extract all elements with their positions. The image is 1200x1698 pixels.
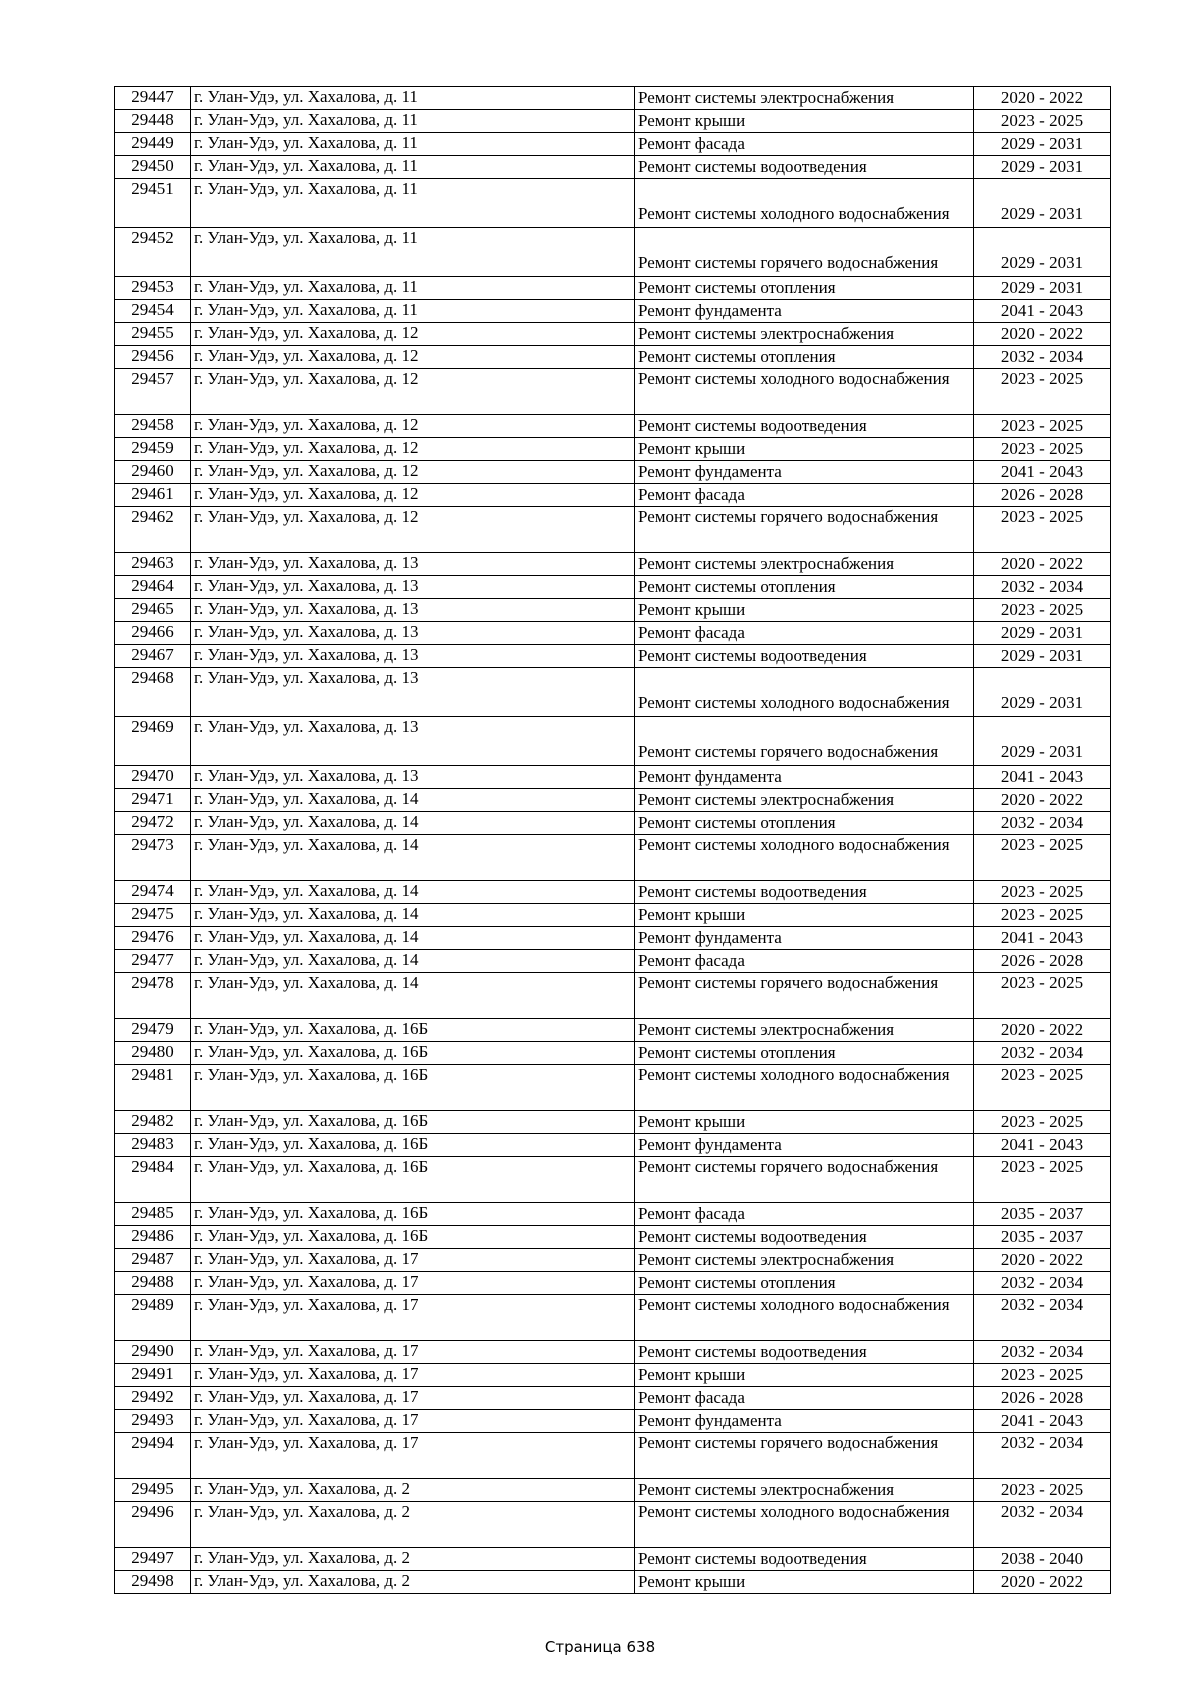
row-id-cell: 29493: [115, 1410, 191, 1433]
work-type-cell: Ремонт фасада: [635, 133, 974, 156]
table-row: [115, 1019, 1111, 1042]
address-cell: г. Улан-Удэ, ул. Хахалова, д. 12: [191, 323, 635, 346]
table-row: [115, 87, 1111, 110]
address-cell: г. Улан-Удэ, ул. Хахалова, д. 17: [191, 1387, 635, 1410]
work-type-cell: Ремонт фасада: [635, 1387, 974, 1410]
row-id-cell: 29485: [115, 1203, 191, 1226]
table-row: [115, 599, 1111, 622]
work-type-cell: Ремонт системы отопления: [635, 277, 974, 300]
period-cell: 2023 - 2025: [974, 415, 1111, 438]
work-type-cell: Ремонт системы горячего водоснабжения: [635, 973, 974, 1019]
period-cell: 2020 - 2022: [974, 789, 1111, 812]
address-cell: г. Улан-Удэ, ул. Хахалова, д. 11: [191, 228, 635, 277]
period-cell: 2032 - 2034: [974, 346, 1111, 369]
table-row: [115, 1065, 1111, 1111]
period-cell: 2029 - 2031: [974, 133, 1111, 156]
table-row: [115, 1042, 1111, 1065]
address-cell: г. Улан-Удэ, ул. Хахалова, д. 14: [191, 904, 635, 927]
period-cell: 2029 - 2031: [974, 717, 1111, 766]
row-id-cell: 29486: [115, 1226, 191, 1249]
period-cell: 2023 - 2025: [974, 1065, 1111, 1111]
work-type-cell: Ремонт фундамента: [635, 300, 974, 323]
work-type-cell: Ремонт системы водоотведения: [635, 156, 974, 179]
table-row: [115, 927, 1111, 950]
table-row: [115, 438, 1111, 461]
table-row: [115, 950, 1111, 973]
address-cell: г. Улан-Удэ, ул. Хахалова, д. 2: [191, 1571, 635, 1594]
period-cell: 2023 - 2025: [974, 369, 1111, 415]
address-cell: г. Улан-Удэ, ул. Хахалова, д. 12: [191, 438, 635, 461]
address-cell: г. Улан-Удэ, ул. Хахалова, д. 16Б: [191, 1065, 635, 1111]
table-row: [115, 1410, 1111, 1433]
address-cell: г. Улан-Удэ, ул. Хахалова, д. 13: [191, 645, 635, 668]
row-id-cell: 29474: [115, 881, 191, 904]
period-cell: 2041 - 2043: [974, 1410, 1111, 1433]
work-type-cell: Ремонт системы отопления: [635, 346, 974, 369]
row-id-cell: 29468: [115, 668, 191, 717]
table-row: [115, 766, 1111, 789]
row-id-cell: 29452: [115, 228, 191, 277]
work-type-cell: Ремонт системы водоотведения: [635, 1548, 974, 1571]
repair-schedule-table: [114, 86, 1111, 1594]
row-id-cell: 29494: [115, 1433, 191, 1479]
period-cell: 2032 - 2034: [974, 576, 1111, 599]
row-id-cell: 29451: [115, 179, 191, 228]
table-row: [115, 228, 1111, 277]
period-cell: 2020 - 2022: [974, 1249, 1111, 1272]
address-cell: г. Улан-Удэ, ул. Хахалова, д. 16Б: [191, 1203, 635, 1226]
work-type-cell: Ремонт фасада: [635, 622, 974, 645]
table-row: [115, 717, 1111, 766]
row-id-cell: 29480: [115, 1042, 191, 1065]
period-cell: 2041 - 2043: [974, 461, 1111, 484]
row-id-cell: 29469: [115, 717, 191, 766]
row-id-cell: 29473: [115, 835, 191, 881]
work-type-cell: Ремонт системы холодного водоснабжения: [635, 668, 974, 717]
row-id-cell: 29477: [115, 950, 191, 973]
table-row: [115, 645, 1111, 668]
row-id-cell: 29492: [115, 1387, 191, 1410]
row-id-cell: 29447: [115, 87, 191, 110]
address-cell: г. Улан-Удэ, ул. Хахалова, д. 14: [191, 950, 635, 973]
address-cell: г. Улан-Удэ, ул. Хахалова, д. 13: [191, 553, 635, 576]
work-type-cell: Ремонт системы горячего водоснабжения: [635, 1157, 974, 1203]
period-cell: 2023 - 2025: [974, 881, 1111, 904]
period-cell: 2032 - 2034: [974, 1341, 1111, 1364]
row-id-cell: 29457: [115, 369, 191, 415]
address-cell: г. Улан-Удэ, ул. Хахалова, д. 13: [191, 668, 635, 717]
address-cell: г. Улан-Удэ, ул. Хахалова, д. 13: [191, 766, 635, 789]
table-body: [115, 87, 1111, 1594]
period-cell: 2029 - 2031: [974, 645, 1111, 668]
table-row: [115, 133, 1111, 156]
period-cell: 2023 - 2025: [974, 835, 1111, 881]
row-id-cell: 29466: [115, 622, 191, 645]
row-id-cell: 29463: [115, 553, 191, 576]
address-cell: г. Улан-Удэ, ул. Хахалова, д. 12: [191, 346, 635, 369]
row-id-cell: 29491: [115, 1364, 191, 1387]
row-id-cell: 29453: [115, 277, 191, 300]
address-cell: г. Улан-Удэ, ул. Хахалова, д. 17: [191, 1295, 635, 1341]
work-type-cell: Ремонт системы электроснабжения: [635, 87, 974, 110]
table-row: [115, 1272, 1111, 1295]
table-row: [115, 1387, 1111, 1410]
table-row: [115, 1548, 1111, 1571]
address-cell: г. Улан-Удэ, ул. Хахалова, д. 14: [191, 789, 635, 812]
row-id-cell: 29476: [115, 927, 191, 950]
work-type-cell: Ремонт системы водоотведения: [635, 1226, 974, 1249]
period-cell: 2020 - 2022: [974, 1019, 1111, 1042]
row-id-cell: 29483: [115, 1134, 191, 1157]
address-cell: г. Улан-Удэ, ул. Хахалова, д. 17: [191, 1249, 635, 1272]
period-cell: 2041 - 2043: [974, 1134, 1111, 1157]
table-row: [115, 553, 1111, 576]
period-cell: 2029 - 2031: [974, 668, 1111, 717]
row-id-cell: 29465: [115, 599, 191, 622]
period-cell: 2023 - 2025: [974, 599, 1111, 622]
table-row: [115, 1203, 1111, 1226]
work-type-cell: Ремонт системы отопления: [635, 1272, 974, 1295]
work-type-cell: Ремонт системы электроснабжения: [635, 1479, 974, 1502]
table-row: [115, 179, 1111, 228]
address-cell: г. Улан-Удэ, ул. Хахалова, д. 11: [191, 110, 635, 133]
address-cell: г. Улан-Удэ, ул. Хахалова, д. 16Б: [191, 1111, 635, 1134]
work-type-cell: Ремонт системы горячего водоснабжения: [635, 1433, 974, 1479]
period-cell: 2035 - 2037: [974, 1226, 1111, 1249]
table-row: [115, 576, 1111, 599]
period-cell: 2023 - 2025: [974, 973, 1111, 1019]
period-cell: 2029 - 2031: [974, 277, 1111, 300]
table-row: [115, 1479, 1111, 1502]
work-type-cell: Ремонт системы холодного водоснабжения: [635, 369, 974, 415]
period-cell: 2032 - 2034: [974, 1272, 1111, 1295]
page-number: Страница 638: [544, 1638, 656, 1656]
work-type-cell: Ремонт фундамента: [635, 1410, 974, 1433]
period-cell: 2023 - 2025: [974, 507, 1111, 553]
period-cell: 2020 - 2022: [974, 553, 1111, 576]
row-id-cell: 29464: [115, 576, 191, 599]
table-row: [115, 110, 1111, 133]
table-row: [115, 323, 1111, 346]
period-cell: 2032 - 2034: [974, 1295, 1111, 1341]
work-type-cell: Ремонт фундамента: [635, 1134, 974, 1157]
period-cell: 2029 - 2031: [974, 622, 1111, 645]
row-id-cell: 29467: [115, 645, 191, 668]
period-cell: 2023 - 2025: [974, 1157, 1111, 1203]
period-cell: 2032 - 2034: [974, 1502, 1111, 1548]
table-row: [115, 835, 1111, 881]
address-cell: г. Улан-Удэ, ул. Хахалова, д. 2: [191, 1479, 635, 1502]
row-id-cell: 29454: [115, 300, 191, 323]
address-cell: г. Улан-Удэ, ул. Хахалова, д. 12: [191, 369, 635, 415]
row-id-cell: 29482: [115, 1111, 191, 1134]
row-id-cell: 29481: [115, 1065, 191, 1111]
work-type-cell: Ремонт системы электроснабжения: [635, 789, 974, 812]
table-row: [115, 1295, 1111, 1341]
work-type-cell: Ремонт системы электроснабжения: [635, 1019, 974, 1042]
period-cell: 2041 - 2043: [974, 300, 1111, 323]
period-cell: 2032 - 2034: [974, 1433, 1111, 1479]
table-row: [115, 1364, 1111, 1387]
address-cell: г. Улан-Удэ, ул. Хахалова, д. 11: [191, 277, 635, 300]
row-id-cell: 29449: [115, 133, 191, 156]
work-type-cell: Ремонт крыши: [635, 1571, 974, 1594]
period-cell: 2026 - 2028: [974, 950, 1111, 973]
work-type-cell: Ремонт системы холодного водоснабжения: [635, 1295, 974, 1341]
table-row: [115, 415, 1111, 438]
address-cell: г. Улан-Удэ, ул. Хахалова, д. 16Б: [191, 1042, 635, 1065]
table-row: [115, 507, 1111, 553]
work-type-cell: Ремонт системы холодного водоснабжения: [635, 835, 974, 881]
table-row: [115, 973, 1111, 1019]
address-cell: г. Улан-Удэ, ул. Хахалова, д. 17: [191, 1410, 635, 1433]
work-type-cell: Ремонт фундамента: [635, 461, 974, 484]
period-cell: 2020 - 2022: [974, 1571, 1111, 1594]
row-id-cell: 29472: [115, 812, 191, 835]
table-row: [115, 300, 1111, 323]
work-type-cell: Ремонт крыши: [635, 1111, 974, 1134]
address-cell: г. Улан-Удэ, ул. Хахалова, д. 11: [191, 179, 635, 228]
row-id-cell: 29455: [115, 323, 191, 346]
address-cell: г. Улан-Удэ, ул. Хахалова, д. 12: [191, 484, 635, 507]
address-cell: г. Улан-Удэ, ул. Хахалова, д. 12: [191, 507, 635, 553]
table-row: [115, 1134, 1111, 1157]
row-id-cell: 29462: [115, 507, 191, 553]
address-cell: г. Улан-Удэ, ул. Хахалова, д. 17: [191, 1433, 635, 1479]
row-id-cell: 29484: [115, 1157, 191, 1203]
row-id-cell: 29479: [115, 1019, 191, 1042]
address-cell: г. Улан-Удэ, ул. Хахалова, д. 13: [191, 599, 635, 622]
work-type-cell: Ремонт системы водоотведения: [635, 645, 974, 668]
row-id-cell: 29496: [115, 1502, 191, 1548]
period-cell: 2023 - 2025: [974, 1479, 1111, 1502]
period-cell: 2026 - 2028: [974, 484, 1111, 507]
work-type-cell: Ремонт системы горячего водоснабжения: [635, 717, 974, 766]
table-row: [115, 881, 1111, 904]
row-id-cell: 29495: [115, 1479, 191, 1502]
work-type-cell: Ремонт системы водоотведения: [635, 881, 974, 904]
address-cell: г. Улан-Удэ, ул. Хахалова, д. 16Б: [191, 1134, 635, 1157]
work-type-cell: Ремонт крыши: [635, 904, 974, 927]
work-type-cell: Ремонт системы холодного водоснабжения: [635, 1065, 974, 1111]
row-id-cell: 29471: [115, 789, 191, 812]
period-cell: 2020 - 2022: [974, 87, 1111, 110]
address-cell: г. Улан-Удэ, ул. Хахалова, д. 2: [191, 1502, 635, 1548]
row-id-cell: 29459: [115, 438, 191, 461]
address-cell: г. Улан-Удэ, ул. Хахалова, д. 16Б: [191, 1157, 635, 1203]
table-row: [115, 1111, 1111, 1134]
period-cell: 2026 - 2028: [974, 1387, 1111, 1410]
row-id-cell: 29489: [115, 1295, 191, 1341]
address-cell: г. Улан-Удэ, ул. Хахалова, д. 16Б: [191, 1019, 635, 1042]
period-cell: 2041 - 2043: [974, 766, 1111, 789]
table-row: [115, 369, 1111, 415]
row-id-cell: 29478: [115, 973, 191, 1019]
table-row: [115, 1341, 1111, 1364]
row-id-cell: 29470: [115, 766, 191, 789]
address-cell: г. Улан-Удэ, ул. Хахалова, д. 14: [191, 812, 635, 835]
work-type-cell: Ремонт системы электроснабжения: [635, 1249, 974, 1272]
period-cell: 2038 - 2040: [974, 1548, 1111, 1571]
period-cell: 2029 - 2031: [974, 179, 1111, 228]
address-cell: г. Улан-Удэ, ул. Хахалова, д. 14: [191, 881, 635, 904]
row-id-cell: 29456: [115, 346, 191, 369]
period-cell: 2029 - 2031: [974, 228, 1111, 277]
row-id-cell: 29498: [115, 1571, 191, 1594]
row-id-cell: 29461: [115, 484, 191, 507]
address-cell: г. Улан-Удэ, ул. Хахалова, д. 17: [191, 1341, 635, 1364]
table-row: [115, 1571, 1111, 1594]
table-row: [115, 622, 1111, 645]
table-row: [115, 346, 1111, 369]
table-row: [115, 789, 1111, 812]
table-row: [115, 277, 1111, 300]
row-id-cell: 29458: [115, 415, 191, 438]
table-row: [115, 1249, 1111, 1272]
table-row: [115, 668, 1111, 717]
period-cell: 2023 - 2025: [974, 1111, 1111, 1134]
work-type-cell: Ремонт системы горячего водоснабжения: [635, 507, 974, 553]
address-cell: г. Улан-Удэ, ул. Хахалова, д. 16Б: [191, 1226, 635, 1249]
table-row: [115, 484, 1111, 507]
row-id-cell: 29490: [115, 1341, 191, 1364]
table-row: [115, 1433, 1111, 1479]
table-row: [115, 812, 1111, 835]
table-row: [115, 156, 1111, 179]
address-cell: г. Улан-Удэ, ул. Хахалова, д. 13: [191, 622, 635, 645]
row-id-cell: 29475: [115, 904, 191, 927]
work-type-cell: Ремонт фасада: [635, 484, 974, 507]
work-type-cell: Ремонт крыши: [635, 438, 974, 461]
row-id-cell: 29497: [115, 1548, 191, 1571]
period-cell: 2023 - 2025: [974, 110, 1111, 133]
work-type-cell: Ремонт фундамента: [635, 766, 974, 789]
work-type-cell: Ремонт фундамента: [635, 927, 974, 950]
table-row: [115, 461, 1111, 484]
address-cell: г. Улан-Удэ, ул. Хахалова, д. 11: [191, 300, 635, 323]
address-cell: г. Улан-Удэ, ул. Хахалова, д. 11: [191, 133, 635, 156]
work-type-cell: Ремонт системы электроснабжения: [635, 323, 974, 346]
period-cell: 2032 - 2034: [974, 812, 1111, 835]
address-cell: г. Улан-Удэ, ул. Хахалова, д. 13: [191, 576, 635, 599]
address-cell: г. Улан-Удэ, ул. Хахалова, д. 14: [191, 927, 635, 950]
address-cell: г. Улан-Удэ, ул. Хахалова, д. 17: [191, 1364, 635, 1387]
period-cell: 2023 - 2025: [974, 1364, 1111, 1387]
row-id-cell: 29460: [115, 461, 191, 484]
row-id-cell: 29488: [115, 1272, 191, 1295]
period-cell: 2020 - 2022: [974, 323, 1111, 346]
work-type-cell: Ремонт системы водоотведения: [635, 1341, 974, 1364]
period-cell: 2023 - 2025: [974, 904, 1111, 927]
work-type-cell: Ремонт системы отопления: [635, 812, 974, 835]
address-cell: г. Улан-Удэ, ул. Хахалова, д. 12: [191, 415, 635, 438]
row-id-cell: 29448: [115, 110, 191, 133]
work-type-cell: Ремонт фасада: [635, 1203, 974, 1226]
table-row: [115, 904, 1111, 927]
work-type-cell: Ремонт крыши: [635, 110, 974, 133]
address-cell: г. Улан-Удэ, ул. Хахалова, д. 17: [191, 1272, 635, 1295]
address-cell: г. Улан-Удэ, ул. Хахалова, д. 11: [191, 156, 635, 179]
address-cell: г. Улан-Удэ, ул. Хахалова, д. 14: [191, 973, 635, 1019]
period-cell: 2035 - 2037: [974, 1203, 1111, 1226]
work-type-cell: Ремонт крыши: [635, 1364, 974, 1387]
table-row: [115, 1502, 1111, 1548]
period-cell: 2023 - 2025: [974, 438, 1111, 461]
period-cell: 2029 - 2031: [974, 156, 1111, 179]
address-cell: г. Улан-Удэ, ул. Хахалова, д. 2: [191, 1548, 635, 1571]
work-type-cell: Ремонт системы холодного водоснабжения: [635, 179, 974, 228]
row-id-cell: 29487: [115, 1249, 191, 1272]
period-cell: 2041 - 2043: [974, 927, 1111, 950]
row-id-cell: 29450: [115, 156, 191, 179]
period-cell: 2032 - 2034: [974, 1042, 1111, 1065]
address-cell: г. Улан-Удэ, ул. Хахалова, д. 14: [191, 835, 635, 881]
work-type-cell: Ремонт системы отопления: [635, 1042, 974, 1065]
work-type-cell: Ремонт системы холодного водоснабжения: [635, 1502, 974, 1548]
work-type-cell: Ремонт системы горячего водоснабжения: [635, 228, 974, 277]
address-cell: г. Улан-Удэ, ул. Хахалова, д. 13: [191, 717, 635, 766]
address-cell: г. Улан-Удэ, ул. Хахалова, д. 11: [191, 87, 635, 110]
work-type-cell: Ремонт системы электроснабжения: [635, 553, 974, 576]
address-cell: г. Улан-Удэ, ул. Хахалова, д. 12: [191, 461, 635, 484]
table-row: [115, 1157, 1111, 1203]
work-type-cell: Ремонт крыши: [635, 599, 974, 622]
work-type-cell: Ремонт системы отопления: [635, 576, 974, 599]
work-type-cell: Ремонт фасада: [635, 950, 974, 973]
work-type-cell: Ремонт системы водоотведения: [635, 415, 974, 438]
table-row: [115, 1226, 1111, 1249]
